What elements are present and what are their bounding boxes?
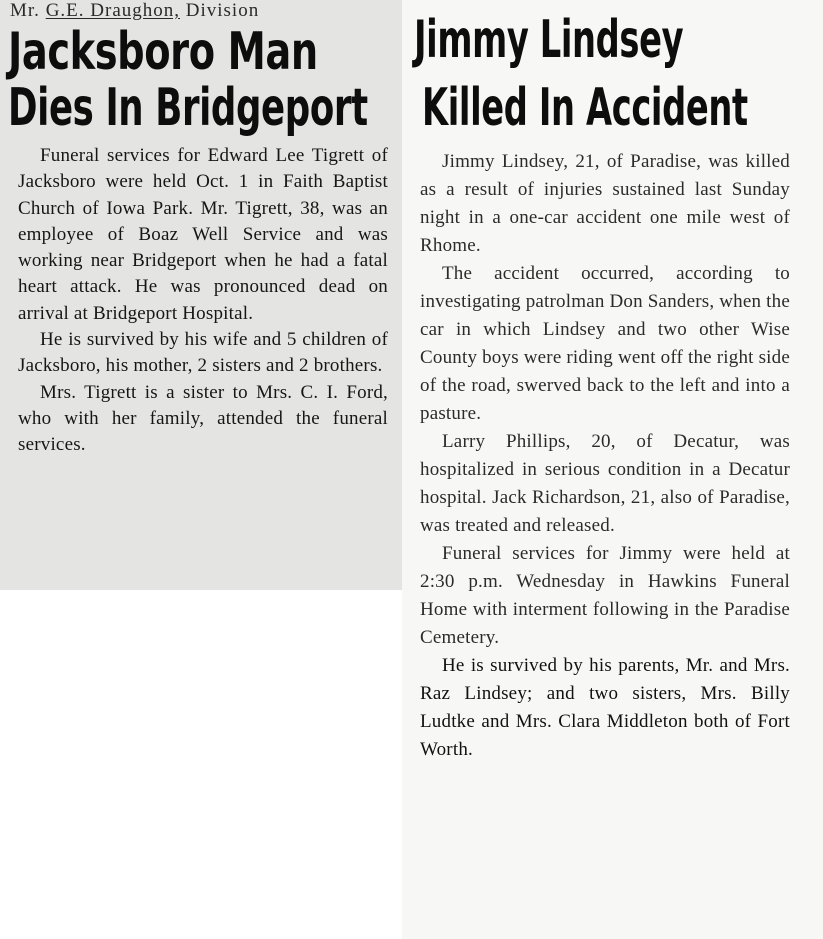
byline-name: G.E. Draughon, <box>45 0 180 21</box>
right-paragraph: Jimmy Lindsey, 21, of Paradise, was killed as a result of injuries sustained last Sunday night in a one-car accident one mile west of Rhome. <box>420 151 790 256</box>
left-article-body <box>18 143 388 459</box>
right-paragraph: He is survived by his parents, Mr. and Mrs. Raz Lindsey; and two sisters, Mrs. Billy Ludtke and Mrs. Clara Middleton both of Fort Worth. <box>420 655 790 760</box>
right-headline-line1: Jimmy Lindsey <box>414 10 684 70</box>
right-headline-line2: Killed In Accident <box>422 78 748 138</box>
byline-suffix: Division <box>185 0 260 21</box>
division-byline <box>10 0 402 22</box>
left-paragraph: Mrs. Tigrett is a sister to Mrs. C. I. Ford, who with her family, attended the funeral services. <box>18 381 388 456</box>
left-headline-line1: Jacksboro Man <box>8 22 318 82</box>
byline-prefix: Mr. <box>10 0 40 21</box>
right-paragraph: The accident occurred, according to investigating patrolman Don Sanders, when the car in which Lindsey and two other Wise County boys were riding went off the right side of the road, swerved back to the left and into a pasture. <box>420 263 790 424</box>
left-paragraph: Funeral services for Edward Lee Tigrett of Jacksboro were held Oct. 1 in Faith Baptist Church of Iowa Park. Mr. Tigrett, 38, was an employee of Boaz Well Service and was working near Bridgeport when he had a fatal heart attack. He was pronounced dead on arrival at Bridgeport Hospital. <box>18 145 388 324</box>
left-paragraph: He is survived by his wife and 5 children of Jacksboro, his mother, 2 sisters and 2 brothers. <box>18 329 388 377</box>
left-headline-line2: Dies In Bridgeport <box>8 78 368 138</box>
right-paragraph: Larry Phillips, 20, of Decatur, was hospitalized in serious condition in a Decatur hospital. Jack Richardson, 21, also of Paradise, was treated and released. <box>420 431 790 536</box>
right-paragraph: Funeral services for Jimmy were held at 2:30 p.m. Wednesday in Hawkins Funeral Home with interment following in the Paradise Cemetery. <box>420 543 790 648</box>
right-article-body <box>420 148 790 764</box>
